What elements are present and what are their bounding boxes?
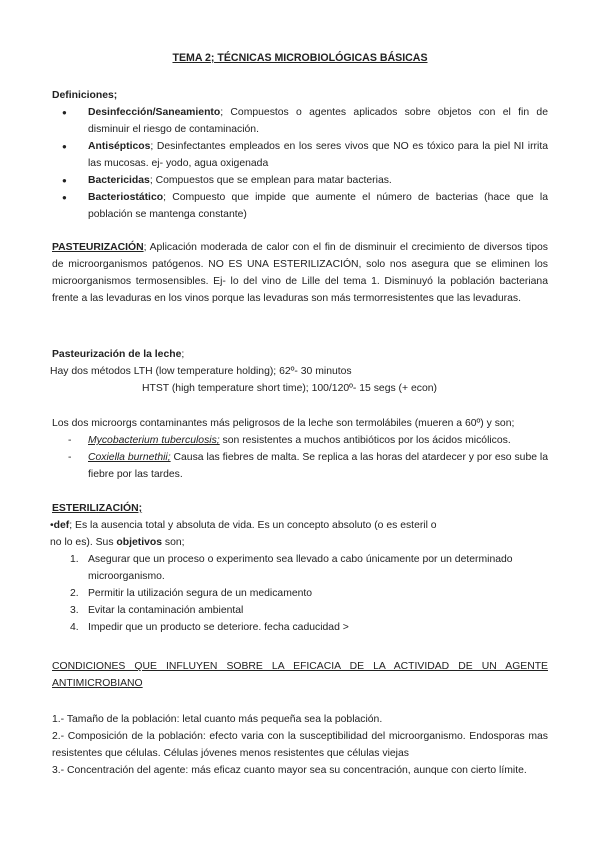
term: Bacteriostático	[88, 192, 164, 203]
page-title: TEMA 2; TÉCNICAS MICROBIOLÓGICAS BÁSICAS	[172, 52, 428, 64]
item-text: Permitir la utilización segura de un medicamento	[88, 588, 313, 599]
bullet-mark: •	[50, 520, 54, 531]
definition: ; Compuestos que se emplean para matar bacterias.	[149, 175, 392, 186]
leche-heading: Pasteurización de la leche	[52, 349, 182, 360]
definition: ; Compuesto que impide que aumente el número de bacterias (hace que la población se mantenga constante)	[88, 192, 548, 220]
def-text: ; Es la ausencia total y absoluta de vida. Es un concepto absoluto (o es esteril o	[69, 520, 437, 531]
organism-text: son resistentes a muchos antibióticos por los ácidos micólicos.	[219, 435, 511, 446]
definition: ; Desinfectantes empleados en los seres vivos que NO es tóxico para la piel NI irrita las mucosas. ej- yodo, agua oxigenada	[88, 141, 548, 169]
microorgs-list	[52, 432, 548, 483]
pasteurizacion-heading: PASTEURIZACIÓN	[52, 242, 144, 253]
definition: ; Compuestos o agentes aplicados sobre objetos con el fin de disminuir el riesgo de contaminación.	[88, 107, 548, 135]
leche-section	[52, 346, 548, 397]
esterilizacion-def	[50, 517, 548, 534]
leche-line-2: HTST (high temperature short time); 100/120º- 15 segs (+ econ)	[142, 383, 437, 394]
list-item: 3.- Concentración del agente: más eficaz cuanto mayor sea su concentración, aunque con cierto límite.	[52, 765, 527, 776]
pasteurizacion-text: ; Aplicación moderada de calor con el fin de disminuir el crecimiento de diversos tipos de microorganismos patógenos. NO ES UNA ESTERILIZACIÓN, solo nos asegura que se eliminen los microorganismos termosensibles. Ej- lo del vino de Lille del tema 1. Disminuyó la población bacteriana frente a las levaduras en los vinos porque las levaduras son más termorresistentes que las levaduras.	[52, 242, 548, 304]
esterilizacion-section	[52, 500, 548, 636]
leche-heading-suffix: ;	[181, 349, 185, 360]
esterilizacion-def-2	[50, 534, 548, 551]
organism-name: Coxiella burnethii;	[88, 452, 171, 463]
condiciones-heading: CONDICIONES QUE INFLUYEN SOBRE LA EFICACIA DE LA ACTIVIDAD DE UN AGENTE ANTIMICROBIANO	[52, 661, 548, 689]
condiciones-list	[52, 711, 548, 779]
objetivos-suffix: son;	[162, 537, 185, 548]
list-item	[52, 449, 548, 483]
esterilizacion-heading: ESTERILIZACIÓN;	[52, 503, 143, 514]
item-number: 4.	[70, 622, 79, 633]
list-item	[52, 104, 548, 138]
def-text-2: no lo es). Sus	[50, 537, 117, 548]
pasteurizacion-paragraph	[52, 239, 548, 307]
list-item	[52, 189, 548, 223]
list-item	[52, 172, 548, 189]
organism-text: Causa las fiebres de malta. Se replica a las horas del atardecer y por eso sube la fiebre por las tardes.	[88, 452, 548, 480]
item-number: 1.	[70, 554, 79, 565]
item-number: 2.	[70, 588, 79, 599]
list-item	[52, 619, 548, 636]
list-item: 1.- Tamaño de la población: letal cuanto más pequeña sea la población.	[52, 714, 383, 725]
list-item	[52, 585, 548, 602]
item-text: Asegurar que un proceso o experimento sea llevado a cabo únicamente por un determinado microorganismo.	[88, 554, 513, 582]
term: Bactericidas	[88, 175, 150, 186]
list-item	[52, 551, 548, 585]
definiciones-heading: Definiciones;	[52, 90, 118, 101]
objetivos-label: objetivos	[116, 537, 163, 548]
item-text: Evitar la contaminación ambiental	[88, 605, 244, 616]
list-item: 2.- Composición de la población: efecto varia con la susceptibilidad del microorganismo. Endosporas mas resistentes que células. Células jóvenes menos resistentes que células viejas	[52, 731, 548, 759]
organism-name: Mycobacterium tuberculosis;	[88, 435, 220, 446]
term: Desinfección/Saneamiento	[88, 107, 221, 118]
definiciones-list	[52, 104, 548, 223]
item-text: Impedir que un producto se deteriore. fecha caducidad >	[88, 622, 349, 633]
item-number: 3.	[70, 605, 79, 616]
microorgs-section	[52, 415, 548, 483]
definiciones-section	[52, 87, 548, 223]
objetivos-list	[52, 551, 548, 636]
def-label: def	[53, 520, 70, 531]
microorgs-intro: Los dos microorgs contaminantes más peligrosos de la leche son termolábiles (mueren a 60º) y son;	[52, 418, 515, 429]
term: Antisépticos	[88, 141, 151, 152]
list-item	[52, 602, 548, 619]
list-item	[52, 138, 548, 172]
list-item	[52, 432, 548, 449]
leche-line-1: Hay dos métodos LTH (low temperature holding); 62º- 30 minutos	[50, 366, 352, 377]
